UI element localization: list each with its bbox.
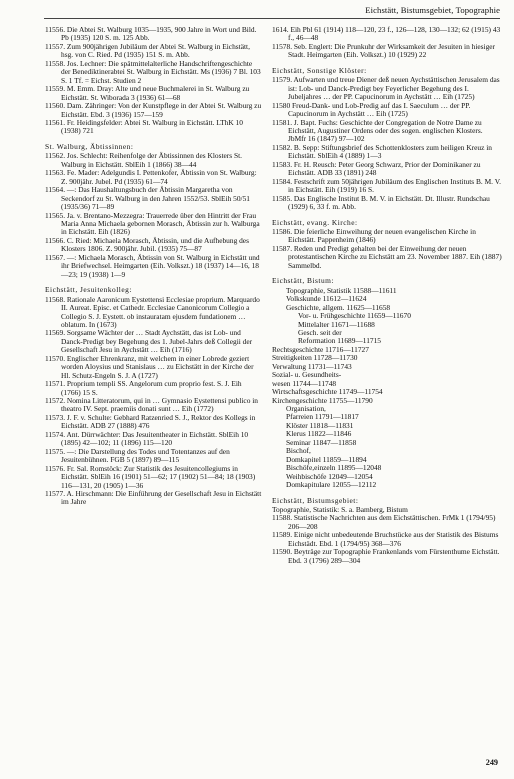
bibliography-entry: 11569. Sorgsame Wächter der … Stadt Aychstätt, das ist Lob- und Danck-Predigt bey Begehung des 1. Jubel-Jahrs deß Collegii der Gesellschaft Jesu in Aychstätt … Eih (1716) — [45, 328, 253, 355]
entry-list-jesuit-continued — [272, 26, 502, 60]
bibliography-entry: 11585. Das Englische Institut B. M. V. in Eichstätt. Dt. Illustr. Rundschau (1929) 6, 33 f. m. Abb. — [272, 193, 490, 212]
bibliography-entry: 11558. Jos. Lechner: Die spätmittelalterliche Handschriftengeschichte der Benediktinerabtei St. Walburg in Eichstätt. Ms (1936) 7 Bl. 103 S. 1 Tf. = Eichst. Studien 2 — [45, 58, 261, 85]
bibliography-entry: 11584. Festschrift zum 50jährigen Jubiläum des Englischen Instituts B. M. V. in Eichstätt. Eih (1919) 16 S. — [272, 176, 501, 195]
bibliography-entry: 11570. Englischer Ehrenkranz, mit welchem in einer Lobrede geziert worden Aloysius und Stanislaus … zu Eichstätt in der Kirche der Hl. Schutz-Engeln S. J. A (1727) — [45, 353, 254, 380]
contents-line: Gesch. seit der — [298, 327, 342, 337]
page-header: Eichstätt, Bistumsgebiet, Topographie — [365, 5, 500, 15]
contents-line: Bischof, — [286, 446, 311, 456]
diocese-contents-list — [272, 287, 502, 490]
bibliography-entry: 11556. Die Abtei St. Walburg 1035—1935, 900 Jahre in Wort und Bild. Pb (1935) 120 S. m. 125 Abb. — [45, 25, 257, 43]
contents-line: Geschichte, allgem. 11625—11658 — [286, 302, 391, 312]
bibliography-entry: 11563. Fe. Mader: Adelgundis I. Pettenkofer, Äbtissin von St. Walburg: Z. 900jähr. Jubel. Pd (1935) 61—74 — [45, 168, 257, 186]
entry-list-walburg — [45, 26, 263, 136]
subheading-topography: Topographie, Statistik: S. a. Bamberg, Bistum — [272, 505, 408, 515]
bibliography-entry: 11567. —: Michaela Morasch, Äbtissin von St. Walburg in Eichstätt und ihr Briefwechsel. Heimgarten (Eih. Volkszt.) 18 (1937) 14—16, 18—23; 19 (1938) 1—9 — [45, 252, 260, 279]
entry-list-abbesses — [45, 152, 263, 279]
section-heading-diocese: Eichstätt, Bistum: — [272, 276, 334, 286]
bibliography-entry: 11561. Fr. Heidingsfelder: Abtei St. Walburg in Eichstätt. LThK 10 (1938) 721 — [45, 117, 243, 136]
bibliography-entry: 11583. Fr. H. Reusch: Peter Georg Schwarz, Prior der Dominikaner zu Eichstätt. ADB 33 (1891) 248 — [272, 159, 481, 178]
bibliography-entry: 11590. Beyträge zur Topographie Frankenlands vom Fürstenthume Eichstätt. Ebd. 3 (1796) 289—304 — [272, 547, 500, 565]
bibliography-entry: 11578. Seb. Englert: Die Prunkuhr der Wirksamkeit der Jesuiten in hiesiger Stadt. Heimgarten (Eih. Volkszt.) 10 (1929) 22 — [272, 41, 496, 60]
page-number: 249 — [485, 758, 498, 767]
bibliography-entry: 11575. —: Die Darstellung des Todes und Totentanzes auf den Jesuitenbühnen. FGB 5 (1897) 89—115 — [45, 446, 230, 465]
contents-line: Reformation 11689—11715 — [298, 336, 381, 346]
right-column — [272, 26, 502, 565]
contents-line: Kirchengeschichte 11755—11790 — [272, 395, 373, 405]
bibliography-entry: 11566. C. Ried: Michaela Morasch, Äbtissin, und die Aufhebung des Klosters 1806. Z. 900jähr. Jubil. (1935) 75—87 — [45, 235, 249, 254]
bibliography-entry: 11577. A. Hirschmann: Die Einführung der Gesellschaft Jesu in Eichstätt im Jahre — [45, 489, 262, 507]
bibliography-entry: 11562. Jos. Schlecht: Reihenfolge der Äbtissinnen des Klosters St. Walburg in Eichstätt. SblEih 1 (1866) 38—44 — [45, 151, 242, 169]
entry-list-other-monasteries — [272, 76, 502, 211]
section-heading-jesuit-college: Eichstätt, Jesuitenkolleg: — [45, 285, 132, 295]
contents-line: Klerus 11822—11846 — [286, 429, 352, 439]
section-heading-other-monasteries: Eichstätt, Sonstige Klöster: — [272, 65, 367, 75]
bibliography-entry: 11557. Zum 900jährigen Jubiläum der Abtei St. Walburg in Eichstätt, hsg. von C. Ried. Pd (1935) 151 S. m. Abb. — [45, 41, 250, 60]
contents-line: Wirtschaftsgeschichte 11749—11754 — [272, 387, 383, 397]
bibliography-entry: 1614. Eih Pbl 61 (1914) 118—120, 23 f., 126—128, 130—132; 62 (1915) 43 f., 46—48 — [272, 25, 501, 43]
bibliography-entry: 11559. M. Emm. Dray: Alte und neue Buchmalerei in St. Walburg zu Eichstätt. St. Wiborada 3 (1936) 61—68 — [45, 84, 250, 102]
contents-line: Verwaltung 11731—11743 — [272, 361, 352, 371]
contents-line: Sozial- u. Gesundheits- — [272, 370, 342, 380]
contents-line: Seminar 11847—11858 — [286, 437, 357, 447]
entry-list-jesuit-college — [45, 296, 263, 507]
bibliography-entry: 11582. B. Sepp: Stiftungsbrief des Schottenklosters zum heiligen Kreuz in Eichstätt. SblEih 4 (1889) 1—3 — [272, 142, 492, 161]
contents-line: Volkskunde 11612—11624 — [286, 294, 367, 304]
bibliography-entry: 11565. Ja. v. Brentano-Mezzegra: Trauerrede über den Hintritt der Frau Maria Anna Michaela gebornen Morasch, Äbtissin zur h. Walburga in Eichstätt. Eih (1826) — [45, 210, 260, 237]
contents-line: Klöster 11818—11831 — [286, 420, 354, 430]
header-rule — [44, 18, 500, 19]
contents-line: Mittelalter 11671—11688 — [298, 319, 375, 329]
section-heading-evangelical-church: Eichstätt, evang. Kirche: — [272, 217, 358, 227]
bibliography-entry: 11589. Einige nicht unbedeutende Bruchstücke aus der Statistik des Bistums Eichstädt. Ebd. 1 (1794/95) 368—376 — [272, 530, 499, 548]
bibliography-entry: 11580 Freud-Dank- und Lob-Predig auf das I. Saeculum … der PP. Capucinorum in Aychstätt … Eih (1725) — [272, 100, 471, 119]
contents-line: Weihbischöfe 12049—12054 — [286, 471, 373, 481]
bibliography-entry: 11587. Reden und Predigt gehalten bei der Einweihung der neuen protestantischen Kirche zu Eichstätt am 23. November 1887. Eih (1887) Sammelbd. — [272, 243, 502, 270]
contents-line: Domkapitel 11859—11894 — [286, 454, 367, 464]
contents-line: Organisation, — [286, 404, 326, 414]
bibliography-entry: 11573. J. F. v. Schulte: Gebhard Ratzenried S. J., Rektor des Kollegs in Eichstätt. ADB 27 (1888) 476 — [45, 412, 256, 431]
contents-line: Topographie, Statistik 11588—11611 — [286, 285, 397, 295]
bibliography-entry: 11571. Proprium templi SS. Angelorum cum proprio fest. S. J. Eih (1766) 15 S. — [45, 379, 242, 397]
section-heading-diocese-territory: Eichstätt, Bistumsgebiet: — [272, 495, 359, 505]
contents-line: Domkapitulare 12055—12112 — [286, 480, 377, 490]
bibliography-entry: 11581. J. Bapt. Fuchs: Geschichte der Congregation de Notre Dame zu Eichstätt, Augustiner Ordens oder des sogen. englischen Klosters. JbMfr 16 (1847) 97—102 — [272, 117, 483, 144]
contents-line: Streitigkeiten 11728—11730 — [272, 353, 358, 363]
contents-line: Rechtsgeschichte 11716—11727 — [272, 344, 369, 354]
entry-list-topography — [272, 514, 502, 565]
contents-line: Bischöfe,einzeln 11895—12048 — [286, 463, 382, 473]
bibliography-entry: 11572. Nomina Litteratorum, qui in … Gymnasio Eystettensi publico in theatro IV. Sept. praemiis donati sunt … Eih (1772) — [45, 396, 259, 414]
contents-line: Pfarreien 11791—11817 — [286, 412, 359, 422]
bibliography-entry: 11576. Fr. Sal. Romstöck: Zur Statistik des Jesuitencollegiums in Eichstätt. SblEih 16 (1901) 51—62; 17 (1902) 51—84; 18 (1903) 116—131, 20 (1905) 1—36 — [45, 463, 256, 490]
bibliography-entry: 11586. Die feierliche Einweihung der neuen evangelischen Kirche in Eichstätt. Pappenheim (1846) — [272, 226, 476, 245]
bibliography-entry: 11574. Ant. Dürrwächter: Das Jesuitentheater in Eichstätt. SblEih 10 (1895) 42—102; 11 (1896) 115—120 — [45, 429, 249, 448]
section-heading-walburg-abbesses: St. Walburg, Äbtissinnen: — [45, 141, 134, 151]
contents-line: wesen 11744—11748 — [272, 378, 337, 388]
bibliography-entry: 11564. —: Das Haushaltungsbuch der Äbtissin Margaretha von Seckendorf zu St. Walburg in den Jahren 1552/53. SblEih 50/51 (1935/36) 71—89 — [45, 185, 251, 212]
bibliography-entry: 11579. Aufwarten und treue Diener deß neuen Aychstättischen Jerusalem das ist: Lob- und Danck-Predigt bey Feyerlicher Begehung des I. Jubeljahres … der PP. Capucinorum in Aychstätt … Eih (1725) — [272, 75, 500, 102]
entry-list-evangelical-church — [272, 228, 502, 270]
bibliography-entry: 11588. Statistische Nachrichten aus dem Eichstättischen. FrMk 1 (1794/95) 206—208 — [272, 513, 496, 531]
bibliography-entry: 11568. Rationale Aaronicum Eystettensi Ecclesiae proprium. Marquardo II. Aureat. Episc. et Cathedr. Ecclesiae Canonicorum Collegio a Collegio S. J. Eystett. ob instauratam ejusdem fundationem … oblatum. In (1673) — [45, 294, 260, 329]
bibliography-entry: 11560. Dam. Zähringer: Von der Kunstpflege in der Abtei St. Walburg zu Eichstätt. Ebd. 3 (1936) 157—159 — [45, 101, 262, 119]
left-column — [45, 26, 263, 507]
contents-line: Vor- u. Frühgeschichte 11659—11670 — [298, 311, 411, 321]
